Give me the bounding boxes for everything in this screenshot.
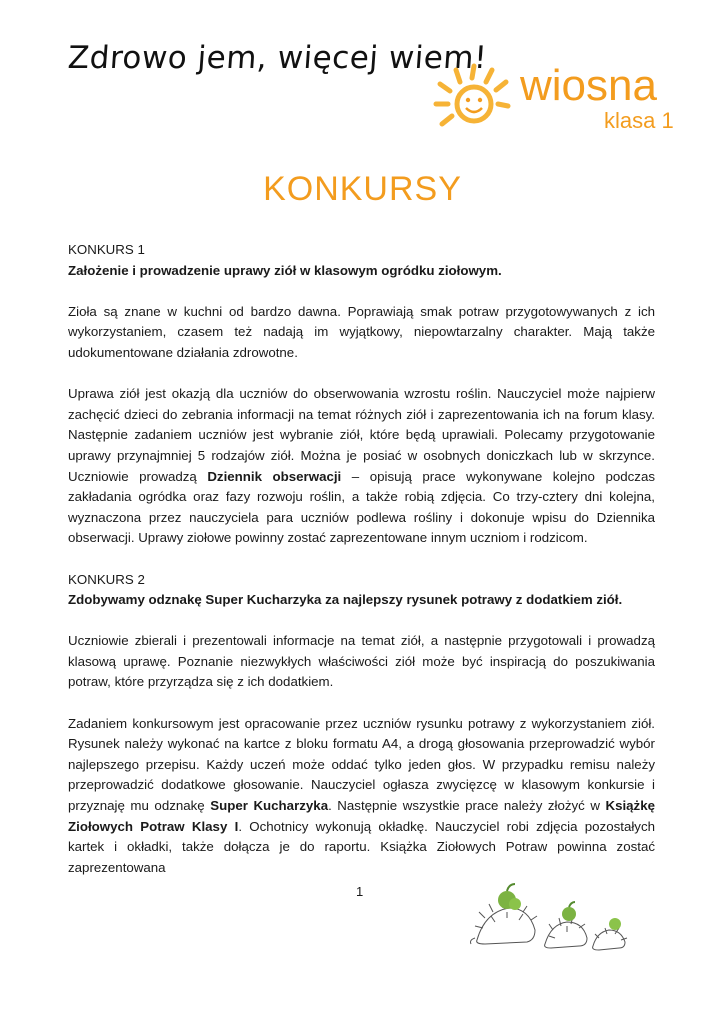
- konkurs1-heading: Założenie i prowadzenie uprawy ziół w klasowym ogródku ziołowym.: [68, 262, 502, 278]
- konkurs2-p2-bold-1: Super Kucharzyka: [210, 798, 329, 814]
- konkurs1-p2-text-a: Uprawa ziół jest okazją dla uczniów do obserwowania wzrostu roślin. Nauczyciel może najpierw zachęcić dzieci do zebrania informacji na temat różnych ziół i zaprezentowania ich na forum klasy. Następnie zadaniem uczniów jest wybranie ziół, które będą uprawiali. Polecamy przygotowanie uprawy przynajmniej 5 rodzajów ziół. Można je posiać w osobnych doniczkach lub w skrzynce. Uczniowie prowadzą: [68, 386, 655, 484]
- konkurs1-label: KONKURS 1: [68, 242, 145, 257]
- hedgehogs-illustration-icon: [465, 878, 635, 958]
- page-number: 1: [356, 884, 364, 899]
- konkurs2-p2-text-a: Zadaniem konkursowym jest opracowanie przez uczniów rysunku potrawy z wykorzystaniem ziół. Rysunek należy wykonać na kartce z bloku formatu A4, a drogą głosowania przeprowadzić wybór najlepszego przepisu. Każdy uczeń może oddać tylko jeden głos. W przypadku remisu należy przeprowadzić dodatkowe głosowanie. Nauczyciel ogłasza zwycięzcę w klasowym konkursie i przyznaję mu odznakę: [68, 715, 655, 814]
- document-body: [68, 240, 655, 899]
- konkurs2-label: KONKURS 2: [68, 571, 145, 587]
- konkurs2-paragraph-2: [68, 714, 655, 879]
- logo-word: wiosna: [520, 61, 657, 110]
- page-title: KONKURSY: [263, 170, 462, 208]
- konkurs1-paragraph-1: Zioła są znane w kuchni od bardzo dawna. Poprawiają smak potraw przygotowywanych z ich wykorzystaniem, czasem też nadają im wyjątkowy, niepowtarzalny charakter. Mają także udokumentowane działania zdrowotne.: [68, 303, 655, 360]
- konkurs1-p2-text-b: – opisują prace wykonywane kolejno podczas zakładania ogródka oraz fazy rozwoju roślin, a także robią zdjęcia. Co trzy-cztery dni kolejna, wyznaczona przez nauczyciela para uczniów podlewa rośliny i dokonuje wpisu do Dziennika obserwacji. Uprawy ziołowe powinny zostać zaprezentowane innym uczniom i rodzicom.: [68, 468, 655, 546]
- konkurs2-paragraph-1: Uczniowie zbierali i prezentowali informacje na temat ziół, a następnie przygotowali i prowadzą klasową uprawę. Poznanie niezwykłych właściwości ziół może być inspiracją do poszukiwania potraw, które przyrządza się z ich dodatkiem.: [68, 633, 655, 690]
- konkurs2-p2-bold-2: Książkę Ziołowych Potraw Klasy I: [68, 798, 655, 834]
- logo-class-label: klasa 1: [604, 108, 674, 133]
- wiosna-logo: [428, 58, 678, 138]
- konkurs2-p2-text-c: . Ochotnicy wykonują okładkę. Nauczyciel robi zdjęcia pozostałych kartek i okładki, także dołącza je do raportu. Książka Ziołowych Potraw powinna zostać zaprezentowana: [68, 818, 655, 875]
- konkurs2-heading: Zdobywamy odznakę Super Kucharzyka za najlepszy rysunek potrawy z dodatkiem ziół.: [68, 592, 623, 608]
- header-tagline: Zdrowo jem, więcej wiem!: [66, 40, 489, 76]
- konkurs1-paragraph-2: [68, 384, 655, 549]
- sun-logo-icon: [428, 58, 520, 138]
- konkurs1-p2-bold: Dziennik obserwacji: [207, 468, 342, 484]
- konkurs2-p2-text-b: . Następnie wszystkie prace należy złożyć w: [328, 798, 606, 814]
